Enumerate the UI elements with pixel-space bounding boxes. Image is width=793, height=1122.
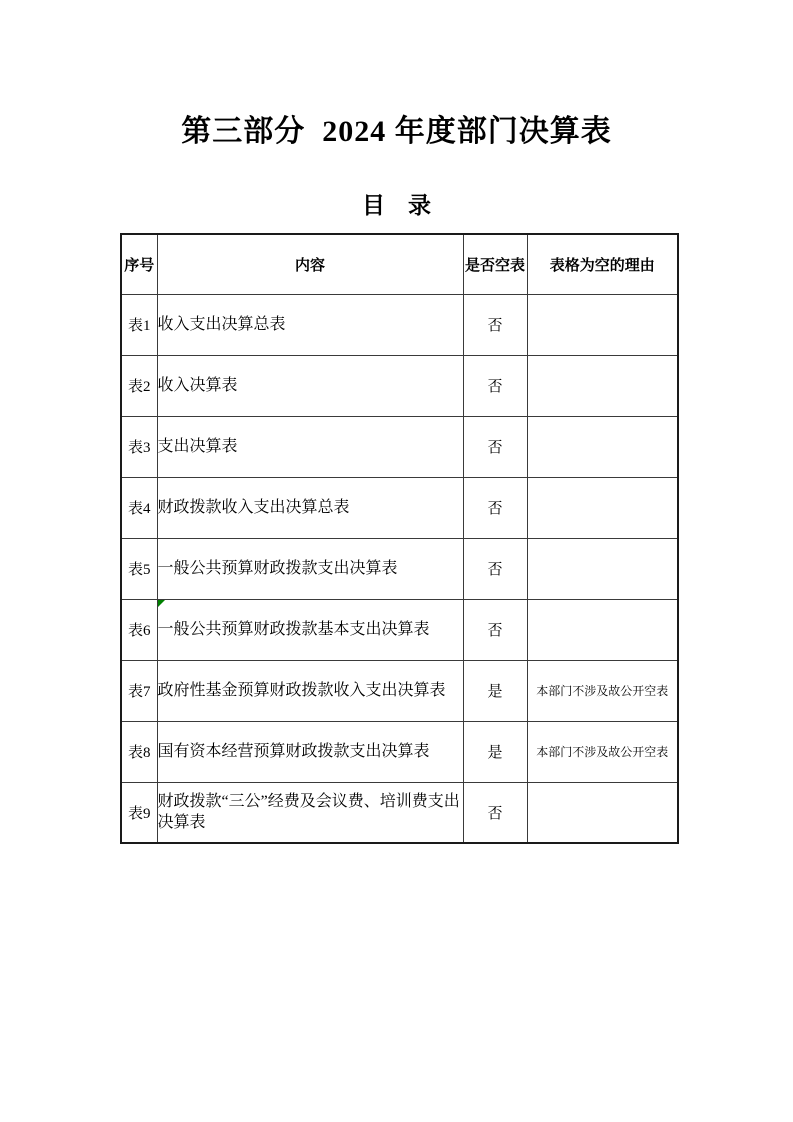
table-row [121, 294, 678, 355]
cell-serial: 表4 [121, 477, 157, 538]
cell-serial: 表5 [121, 538, 157, 599]
cell-reason [527, 538, 678, 599]
cell-serial: 表8 [121, 721, 157, 782]
cell-reason: 本部门不涉及故公开空表 [527, 660, 678, 721]
cell-content: 支出决算表 [157, 416, 463, 477]
header-content: 内容 [157, 234, 463, 294]
table-row [121, 355, 678, 416]
cell-serial: 表1 [121, 294, 157, 355]
table-row [121, 538, 678, 599]
cell-is-empty: 否 [463, 782, 527, 843]
cell-reason [527, 294, 678, 355]
cell-content-text: 一般公共预算财政拨款基本支出决算表 [157, 621, 430, 638]
table-row [121, 721, 678, 782]
header-empty-reason: 表格为空的理由 [527, 234, 678, 294]
cell-serial: 表3 [121, 416, 157, 477]
cell-content: 收入支出决算总表 [157, 294, 463, 355]
cell-is-empty: 否 [463, 538, 527, 599]
table-row [121, 416, 678, 477]
cell-reason: 本部门不涉及故公开空表 [527, 721, 678, 782]
cell-reason [527, 416, 678, 477]
header-is-empty: 是否空表 [463, 234, 527, 294]
cell-content: 国有资本经营预算财政拨款支出决算表 [157, 721, 463, 782]
cell-content [157, 599, 463, 660]
cell-corner-marker [158, 600, 165, 607]
toc-table [120, 233, 679, 844]
table-header-row [121, 234, 678, 294]
cell-content: 收入决算表 [157, 355, 463, 416]
cell-content: 财政拨款“三公”经费及会议费、培训费支出决算表 [157, 782, 463, 843]
cell-is-empty: 否 [463, 355, 527, 416]
header-serial-number: 序号 [121, 234, 157, 294]
cell-is-empty: 是 [463, 721, 527, 782]
cell-serial: 表9 [121, 782, 157, 843]
cell-serial: 表7 [121, 660, 157, 721]
cell-is-empty: 是 [463, 660, 527, 721]
table-row [121, 660, 678, 721]
cell-serial: 表6 [121, 599, 157, 660]
cell-reason [527, 355, 678, 416]
cell-reason [527, 477, 678, 538]
cell-reason [527, 782, 678, 843]
cell-content: 政府性基金预算财政拨款收入支出决算表 [157, 660, 463, 721]
cell-is-empty: 否 [463, 599, 527, 660]
table-row [121, 599, 678, 660]
cell-content: 一般公共预算财政拨款支出决算表 [157, 538, 463, 599]
page-title: 第三部分 2024 年度部门决算表 [181, 115, 612, 148]
cell-is-empty: 否 [463, 416, 527, 477]
cell-reason [527, 599, 678, 660]
cell-content: 财政拨款收入支出决算总表 [157, 477, 463, 538]
table-row [121, 477, 678, 538]
cell-is-empty: 否 [463, 294, 527, 355]
cell-is-empty: 否 [463, 477, 527, 538]
table-row [121, 782, 678, 843]
cell-serial: 表2 [121, 355, 157, 416]
toc-heading: 目 录 [362, 192, 431, 218]
